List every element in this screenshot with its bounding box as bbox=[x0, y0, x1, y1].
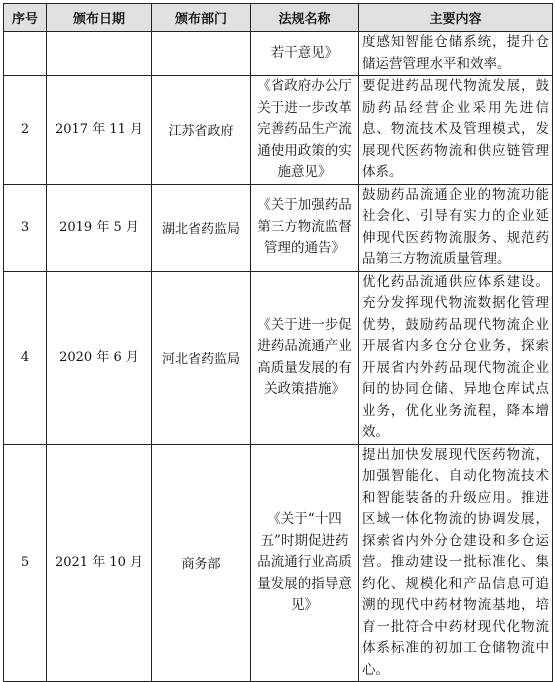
cell-main-content: 鼓励药品流通企业的物流功能社会化、引导有实力的企业延伸现代医药物流服务、规范药品第三方物流质量管理。 bbox=[359, 184, 553, 271]
cell-regulation-name: 《关于“十四五”时期促进药品流通行业高质量发展的指导意见》 bbox=[251, 444, 359, 682]
cell-serial-number: 5 bbox=[4, 444, 47, 682]
table-row bbox=[4, 444, 553, 682]
cell-regulation-name: 《省政府办公厅关于进一步改革完善药品生产流通使用政策的实施意见》 bbox=[251, 76, 359, 185]
cell-main-content: 要促进药品现代物流发展，鼓励药品经营企业采用先进信息、物流技术及管理模式，发展现代医药物流和供应链管理体系。 bbox=[359, 76, 553, 185]
cell-serial-number: 3 bbox=[4, 184, 47, 271]
table-row bbox=[4, 184, 553, 271]
cell-regulation-name: 《关于加强药品第三方物流监督管理的通告》 bbox=[251, 184, 359, 271]
cell-issue-date: 2017 年 11 月 bbox=[47, 76, 152, 185]
cell-issue-date: 2019 年 5 月 bbox=[47, 184, 152, 271]
header-serial-number: 序号 bbox=[4, 4, 47, 32]
cell-issue-date: 2020 年 6 月 bbox=[47, 271, 152, 444]
cell-serial-number bbox=[4, 32, 47, 76]
table-row bbox=[4, 76, 553, 185]
cell-issuing-department bbox=[152, 32, 251, 76]
cell-issue-date: 2021 年 10 月 bbox=[47, 444, 152, 682]
table-row bbox=[4, 32, 553, 76]
cell-regulation-name: 《关于进一步促进药品流通产业高质量发展的有关政策措施》 bbox=[251, 271, 359, 444]
cell-issuing-department: 商务部 bbox=[152, 444, 251, 682]
header-regulation-name: 法规名称 bbox=[251, 4, 359, 32]
cell-serial-number: 2 bbox=[4, 76, 47, 185]
cell-main-content: 优化药品流通供应体系建设。充分发挥现代物流数据化管理优势，鼓励药品现代物流企业开展省内多仓分仓业务，探索开展省内外药品现代物流企业间的协同仓储、异地仓库试点业务，优化业务流程，降本增效。 bbox=[359, 271, 553, 444]
header-issue-date: 颁布日期 bbox=[47, 4, 152, 32]
policy-table bbox=[3, 3, 553, 682]
cell-serial-number: 4 bbox=[4, 271, 47, 444]
header-main-content: 主要内容 bbox=[359, 4, 553, 32]
cell-main-content: 度感知智能仓储系统，提升仓储运营管理水平和效率。 bbox=[359, 32, 553, 76]
cell-regulation-name: 若干意见》 bbox=[251, 32, 359, 76]
header-issuing-department: 颁布部门 bbox=[152, 4, 251, 32]
table-header bbox=[4, 4, 553, 32]
cell-issue-date bbox=[47, 32, 152, 76]
table-body bbox=[4, 32, 553, 682]
header-row bbox=[4, 4, 553, 32]
cell-issuing-department: 江苏省政府 bbox=[152, 76, 251, 185]
cell-issuing-department: 河北省药监局 bbox=[152, 271, 251, 444]
cell-issuing-department: 湖北省药监局 bbox=[152, 184, 251, 271]
cell-main-content: 提出加快发展现代医药物流，加强智能化、自动化物流技术和智能装备的升级应用。推进区域一体化物流的协调发展，探索省内外分仓建设和多仓运营。推动建设一批标准化、集约化、规模化和产品信息可追溯的现代中药材物流基地，培育一批符合中药材现代化物流体系标准的初加工仓储物流中心。 bbox=[359, 444, 553, 682]
table-row bbox=[4, 271, 553, 444]
